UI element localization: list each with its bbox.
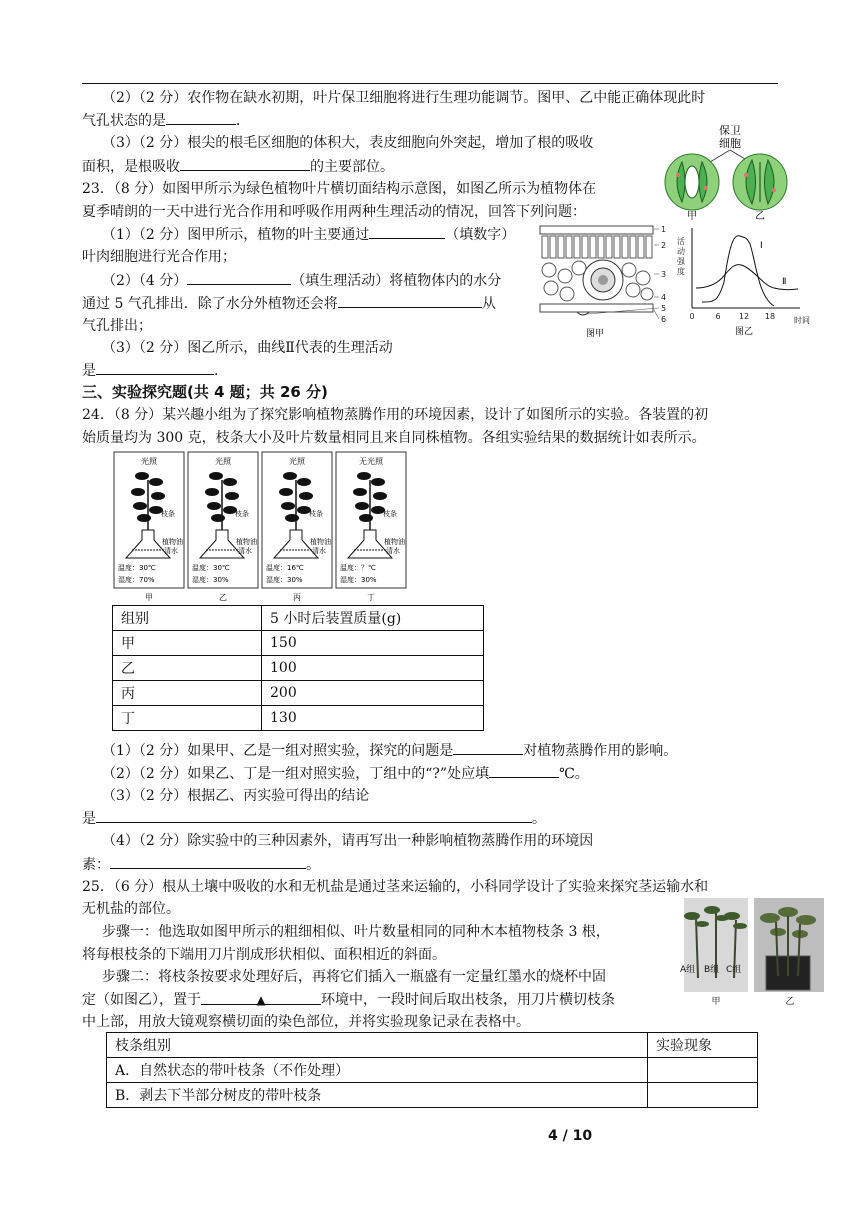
device-branch-label: 枝条: [383, 510, 397, 518]
table-cell: 丁: [113, 706, 262, 731]
q25-step2-cont: 定（如图乙），置于 ▲ 环境中，一段时间后取出枝条，用刀片横切枝条: [82, 992, 615, 1008]
q22-part3: （3）（2 分）根尖的根毛区细胞的体积大，表皮细胞向外突起，增加了根的吸收: [102, 135, 594, 151]
device-light-label: 光照: [289, 457, 305, 466]
device-branch-label: 枝条: [235, 510, 249, 518]
device-oil-label: 植物油: [236, 538, 257, 546]
table-cell: A．自然状态的带叶枝条（不作处理）: [107, 1058, 648, 1083]
leaf-num-6: 6: [661, 315, 667, 324]
answer-blank[interactable]: [489, 763, 559, 778]
device-group-label: 丙: [293, 593, 301, 602]
q23-part3-answer: 是 .: [82, 360, 218, 381]
table-cell: 130: [262, 706, 484, 731]
q24-results-table: [112, 605, 484, 731]
graph-ylabel-3: 强: [677, 257, 685, 266]
guard-cell-label-2: 细胞: [719, 137, 741, 150]
graph-caption: 图乙: [734, 327, 754, 337]
table-header-cell: 枝条组别: [107, 1033, 648, 1058]
device-water-label: 清水: [164, 547, 178, 555]
graph-xunit: 时间: [794, 316, 810, 325]
graph-xtick-18: 18: [764, 312, 776, 321]
activity-graph: [674, 222, 820, 340]
table-cell: 乙: [113, 656, 262, 681]
q25-step2: 步骤二：将枝条按要求处理好后，再将它们插入一瓶盛有一定量红墨水的烧杯中固: [102, 969, 606, 985]
graph-xtick-12: 12: [738, 312, 750, 321]
branch-photo-figure: [680, 898, 830, 1008]
page-number: 4 / 10: [548, 1128, 593, 1144]
answer-blank[interactable]: [369, 224, 445, 239]
photo-label-b: B组: [704, 965, 720, 975]
guard-cell-figure: [660, 120, 790, 220]
q24-part2: （2）（2 分）如果乙、丁是一组对照实验，丁组中的“?”处应填 ℃。: [102, 763, 589, 784]
table-cell: 100: [262, 656, 484, 681]
table-row: [113, 631, 484, 656]
device-2: [188, 452, 258, 602]
device-water-label: 清水: [238, 547, 252, 555]
device-humid-label: 湿度：30%: [192, 576, 229, 584]
device-light-label: 无光照: [359, 457, 383, 466]
device-humid-label: 湿度：70%: [118, 576, 155, 584]
header-rule: [82, 83, 778, 84]
table-cell: 甲: [113, 631, 262, 656]
graph-xtick-6: 6: [715, 312, 721, 321]
table-header-row: [113, 606, 484, 631]
fig-label-jia: 甲: [687, 211, 697, 220]
leaf-caption: 图甲: [585, 329, 605, 339]
answer-blank[interactable]: [96, 360, 214, 375]
device-oil-label: 植物油: [162, 538, 183, 546]
table-row: [113, 706, 484, 731]
q25-step2-end: 中上部，用放大镜观察横切面的染色部位，并将实验现象记录在表格中。: [82, 1014, 530, 1030]
device-light-label: 光照: [141, 457, 157, 466]
answer-blank[interactable]: [180, 156, 310, 171]
device-oil-label: 植物油: [310, 538, 331, 546]
q24-part1: （1）（2 分）如果甲、乙是一组对照实验，探究的问题是 对植物蒸腾作用的影响。: [102, 740, 677, 761]
leaf-num-1: 1: [661, 225, 667, 234]
q25-stem: 25．（6 分）根从土壤中吸收的水和无机盐是通过茎来运输的，小科同学设计了实验来探究茎运输水和: [82, 879, 709, 895]
device-humid-label: 湿度：30%: [266, 576, 303, 584]
table-cell: 丙: [113, 681, 262, 706]
device-temp-label: 温度：30℃: [118, 564, 156, 572]
answer-blank[interactable]: [338, 293, 482, 308]
leaf-section-figure: [537, 222, 672, 340]
q24-part3: （3）（2 分）根据乙、丙实验可得出的结论: [102, 788, 370, 804]
fig-label-yi: 乙: [755, 211, 765, 220]
answer-blank[interactable]: [110, 854, 306, 869]
table-row: [113, 656, 484, 681]
table-header-row: [107, 1033, 758, 1058]
photo-label-yi: 乙: [785, 997, 795, 1007]
device-humid-label: 湿度：30%: [340, 576, 377, 584]
device-group-label: 乙: [219, 593, 227, 602]
q22-part3-answer: 面积，是根吸收 的主要部位。: [82, 156, 394, 177]
leaf-num-5: 5: [661, 304, 667, 313]
q24-part4: （4）（2 分）除实验中的三种因素外，请再写出一种影响植物蒸腾作用的环境因: [102, 833, 594, 849]
table-cell: 200: [262, 681, 484, 706]
transpiration-devices: [112, 450, 412, 602]
photo-label-a: A组: [680, 965, 696, 975]
graph-ylabel-4: 度: [677, 267, 685, 276]
device-group-label: 甲: [145, 593, 153, 602]
device-light-label: 光照: [215, 457, 231, 466]
table-cell[interactable]: [648, 1083, 758, 1108]
leaf-num-4: 4: [661, 293, 667, 302]
q23-part2: （2）（4 分） （填生理活动）将植物体内的水分: [102, 270, 501, 291]
device-water-label: 清水: [312, 547, 326, 555]
q23-part2-end: 气孔排出；: [82, 318, 152, 334]
q24-stem-2: 始质量均为 300 克，枝条大小及叶片数量相同且来自同株植物。各组实验结果的数据统计如表所示。: [82, 430, 706, 446]
q24-stem: 24．（8 分）某兴趣小组为了探究影响植物蒸腾作用的环境因素，设计了如图所示的实验。各装置的初: [82, 407, 709, 423]
graph-ylabel-2: 动: [677, 247, 685, 256]
graph-ylabel-1: 活: [677, 237, 685, 246]
device-branch-label: 枝条: [309, 510, 323, 518]
q25-stem-2: 无机盐的部位。: [82, 901, 180, 917]
photo-label-c: C组: [726, 965, 742, 975]
q23-part1-cont: 叶肉细胞进行光合作用；: [82, 249, 236, 265]
device-temp-label: 温度：？℃: [340, 564, 376, 572]
table-row: [107, 1058, 758, 1083]
table-header-cell: 组别: [113, 606, 262, 631]
table-cell: B．剥去下半部分树皮的带叶枝条: [107, 1083, 648, 1108]
q23-part3: （3）（2 分）图乙所示，曲线Ⅱ代表的生理活动: [102, 340, 393, 356]
q25-step1-cont: 将每根枝条的下端用刀片削成形状相似、面积相近的斜面。: [82, 947, 446, 963]
device-branch-label: 枝条: [161, 510, 175, 518]
photo-label-jia: 甲: [711, 997, 721, 1007]
table-row: [113, 681, 484, 706]
q24-part3-answer: 是 。: [82, 808, 546, 829]
q24-part4-answer: 素： 。: [82, 854, 320, 875]
leaf-num-2: 2: [661, 241, 667, 250]
table-cell: 150: [262, 631, 484, 656]
table-header-cell: 5 小时后装置质量(g): [262, 606, 484, 631]
curve-label-2: Ⅱ: [782, 277, 787, 287]
device-water-label: 清水: [386, 547, 400, 555]
answer-blank[interactable]: ▲: [201, 990, 321, 1005]
device-temp-label: 温度：30℃: [192, 564, 230, 572]
q25-step1: 步骤一：他选取如图甲所示的粗细相似、叶片数量相同的同种木本植物枝条 3 根，: [102, 924, 610, 940]
q22-part2-answer: 气孔状态的是 ．: [82, 110, 250, 131]
section-title: 三、实验探究题(共 4 题；共 26 分): [82, 383, 328, 401]
leaf-num-3: 3: [661, 270, 667, 279]
table-row: [107, 1083, 758, 1108]
answer-blank[interactable]: [166, 110, 236, 125]
device-1: [114, 452, 184, 602]
guard-cell-label: 保卫: [719, 124, 741, 137]
graph-xtick-0: 0: [689, 312, 695, 321]
table-header-cell: 实验现象: [648, 1033, 758, 1058]
device-3: [262, 452, 332, 602]
answer-blank[interactable]: [453, 740, 523, 755]
q23-stem: 23．（8 分）如图甲所示为绿色植物叶片横切面结构示意图，如图乙所示为植物体在: [82, 181, 597, 197]
q23-part2-cont: 通过 5 气孔排出．除了水分外植物还会将 从: [82, 293, 496, 314]
device-oil-label: 植物油: [384, 538, 405, 546]
q23-stem-2: 夏季晴朗的一天中进行光合作用和呼吸作用两种生理活动的情况，回答下列问题：: [82, 204, 586, 220]
answer-blank[interactable]: [187, 270, 291, 285]
device-temp-label: 温度：16℃: [266, 564, 304, 572]
q23-part1: （1）（2 分）图甲所示，植物的叶主要通过 （填数字）: [102, 224, 515, 245]
table-cell[interactable]: [648, 1058, 758, 1083]
device-group-label: 丁: [367, 593, 375, 602]
device-4: [336, 452, 406, 602]
answer-blank[interactable]: [96, 808, 532, 823]
curve-label-1: Ⅰ: [760, 241, 763, 251]
q22-part2: （2）（2 分）农作物在缺水初期，叶片保卫细胞将进行生理功能调节。图甲、乙中能正确体现此时: [102, 90, 706, 106]
q25-observation-table: [106, 1032, 758, 1108]
